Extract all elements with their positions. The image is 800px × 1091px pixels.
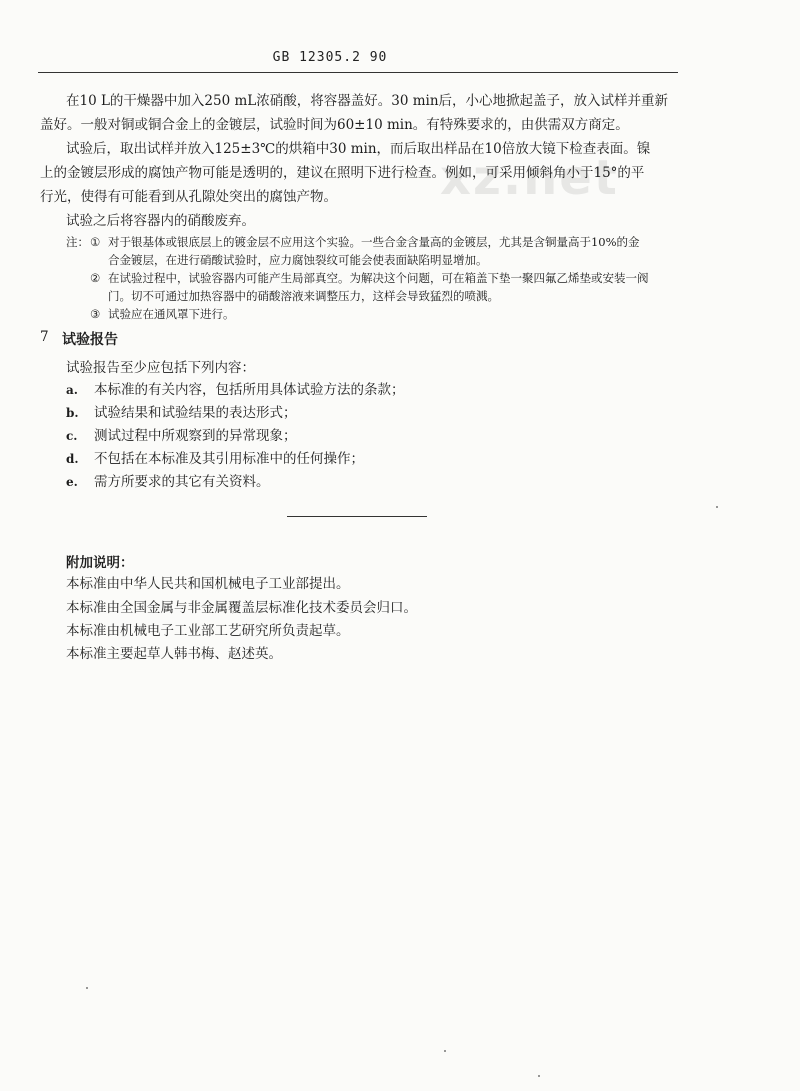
note-line: 门。切不可通过加热容器中的硝酸溶液来调整压力，这样会导致猛烈的喷溅。 (108, 289, 499, 303)
standard-code-header: GB 12305.2 90 (272, 50, 388, 65)
additional-note-line: 本标准主要起草人韩书梅、赵述英。 (66, 646, 282, 662)
list-item-text: 本标准的有关内容，包括所用具体试验方法的条款； (94, 382, 405, 398)
additional-note-line: 本标准由全国金属与非金属覆盖层标准化技术委员会归口。 (66, 600, 417, 616)
note-marker: ① (90, 235, 101, 249)
note-line: 合金镀层，在进行硝酸试验时，应力腐蚀裂纹可能会使表面缺陷明显增加。 (108, 253, 488, 267)
list-item-label: d. (66, 452, 79, 466)
body-line: 试验后，取出试样并放入125±3℃的烘箱中30 min，而后取出样品在10倍放大镜下检查表面。镍 (66, 141, 651, 157)
scan-speck (444, 1050, 446, 1052)
section-title: 试验报告 (62, 332, 118, 348)
header-rule (38, 72, 678, 73)
section-number: 7 (40, 329, 49, 345)
note-marker: ③ (90, 307, 101, 321)
body-line: 行光，使得有可能看到从孔隙处突出的腐蚀产物。 (40, 189, 337, 205)
list-item-label: b. (66, 406, 79, 420)
section-intro: 试验报告至少应包括下列内容： (66, 360, 255, 376)
list-item-label: e. (66, 475, 78, 489)
note-line: 在试验过程中，试验容器内可能产生局部真空。为解决这个问题，可在箱盖下垫一聚四氟乙烯垫或安装一阀 (108, 271, 649, 285)
note-line: 试验应在通风罩下进行。 (108, 307, 235, 321)
additional-note-line: 本标准由机械电子工业部工艺研究所负责起草。 (66, 623, 350, 639)
list-item-text: 试验结果和试验结果的表达形式； (94, 405, 297, 421)
scan-speck (716, 506, 718, 508)
watermark: xz.net (440, 150, 619, 206)
body-line: 试验之后将容器内的硝酸废弃。 (66, 213, 255, 229)
body-line: 上的金镀层形成的腐蚀产物可能是透明的，建议在照明下进行检查。例如，可采用倾斜角小于15°的平 (40, 165, 645, 181)
note-marker: ② (90, 271, 101, 285)
list-item-text: 测试过程中所观察到的异常现象； (94, 428, 297, 444)
body-line: 在10 L的干燥器中加入250 mL浓硝酸，将容器盖好。30 min后，小心地掀起盖子，放入试样并重新 (66, 93, 669, 109)
list-item-text: 不包括在本标准及其引用标准中的任何操作； (94, 451, 364, 467)
body-line: 盖好。一般对铜或铜合金上的金镀层，试验时间为60±10 min。有特殊要求的，由供需双方商定。 (40, 117, 629, 133)
note-line: 对于银基体或银底层上的镀金层不应用这个实验。一些合金含量高的金镀层，尤其是含铜量高于10%的金 (108, 235, 640, 249)
list-item-label: c. (66, 429, 78, 443)
additional-notes-title: 附加说明： (66, 555, 134, 571)
notes-prefix: 注： (66, 235, 89, 249)
list-item-label: a. (66, 383, 78, 397)
section-divider (287, 516, 427, 517)
scan-speck (538, 1075, 540, 1077)
scan-speck (86, 987, 88, 989)
list-item-text: 需方所要求的其它有关资料。 (94, 474, 270, 490)
additional-note-line: 本标准由中华人民共和国机械电子工业部提出。 (66, 576, 350, 592)
